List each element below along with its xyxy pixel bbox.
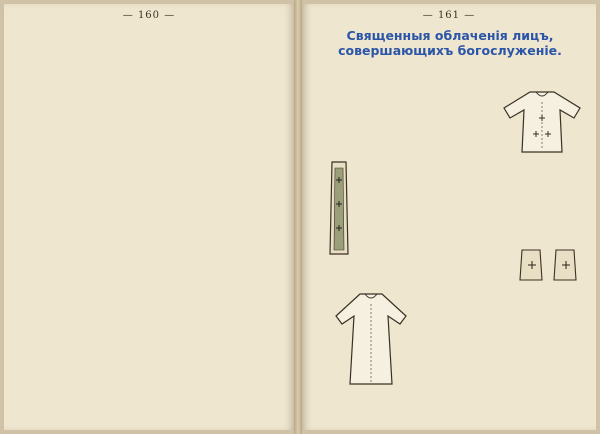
chapter-title: Священныя облаченія лицъ, совершающихъ богослуженіе. — [338, 28, 562, 58]
book-gutter — [294, 0, 302, 434]
podriznik-icon — [332, 290, 410, 386]
poruchi-icon — [516, 244, 582, 284]
orarion-icon — [326, 160, 352, 256]
right-page-number: — 161 — — [422, 10, 476, 21]
left-page-number: — 160 — — [122, 10, 176, 21]
left-page — [4, 4, 294, 430]
sticharion-icon — [502, 88, 582, 154]
right-page — [302, 4, 596, 430]
